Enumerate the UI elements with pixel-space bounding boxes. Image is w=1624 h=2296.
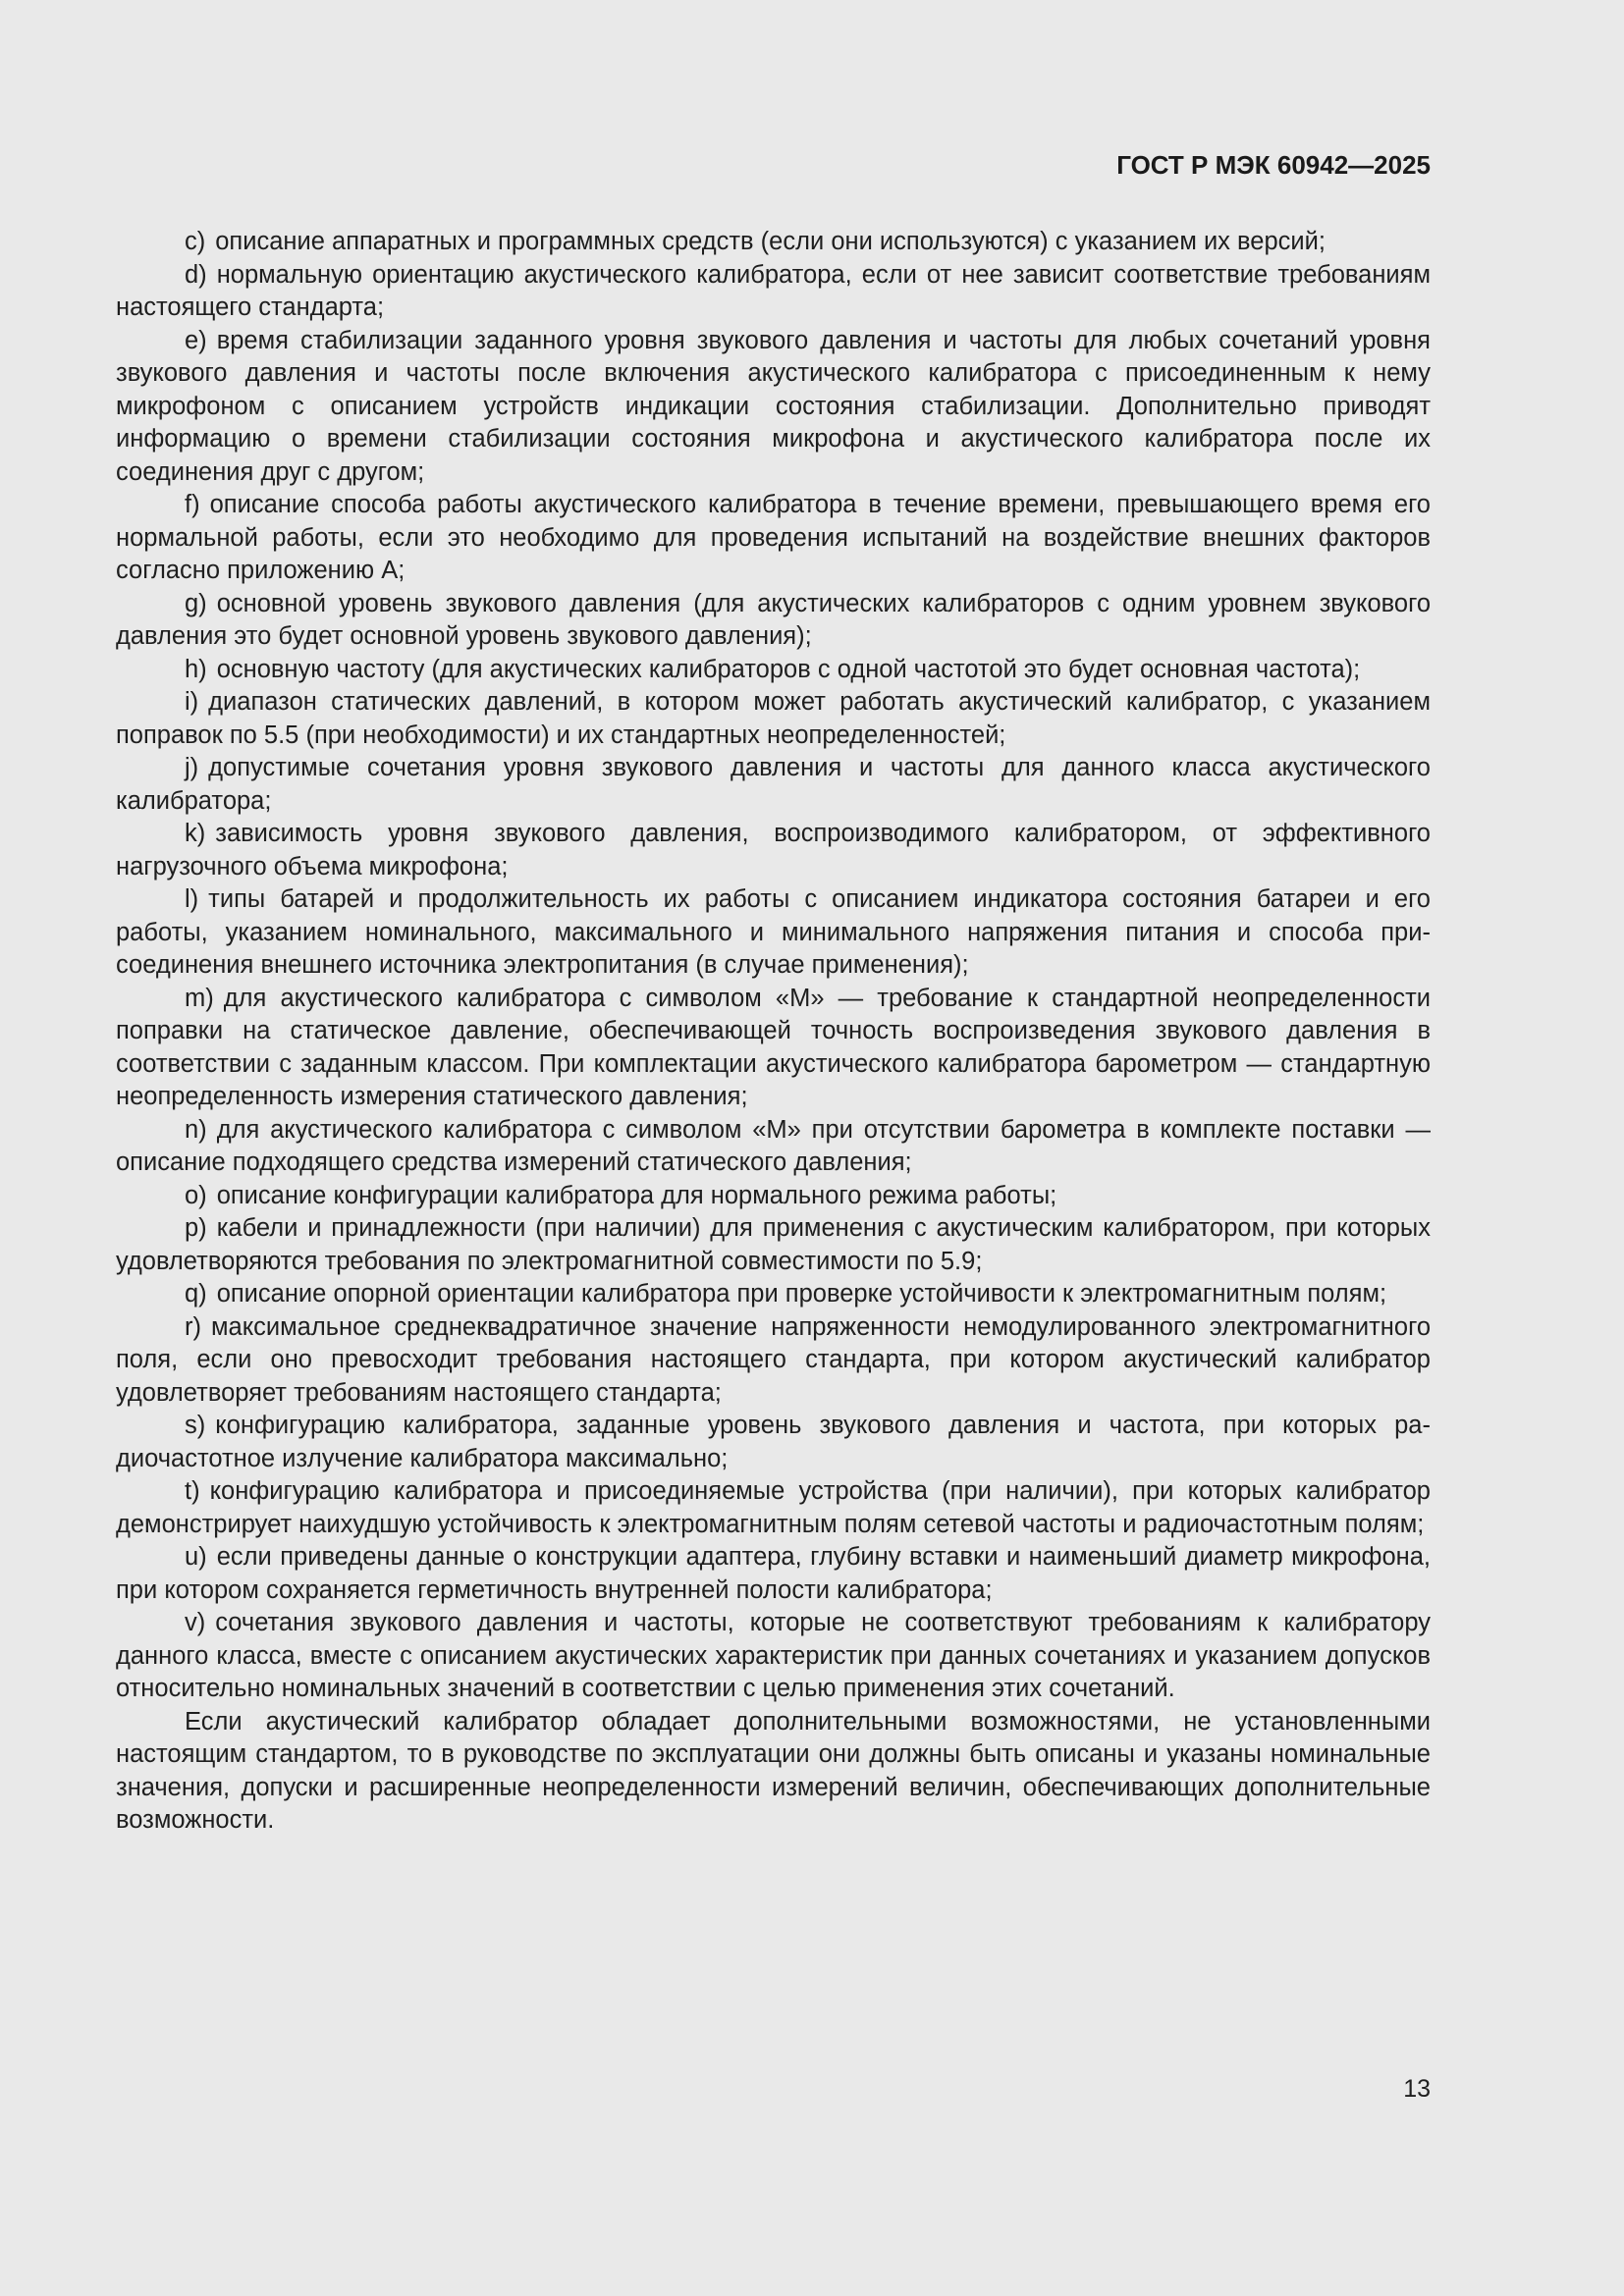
list-item-letter: l) [185,885,199,913]
list-item-letter: t) [185,1477,200,1505]
list-item-i [116,686,1431,752]
list-item-o [116,1180,1431,1213]
list-item-text: описание опорной ориентации калибратора при проверке устойчивости к электромагнитным полям; [216,1280,1387,1308]
list-item-letter: e) [185,326,207,354]
list-item-d [116,259,1431,325]
list-item-text: конфигурацию калибратора, заданные уровень звукового давления и частота, при которых радиочастотное излучение калибратора максимально; [116,1412,1431,1472]
list-item-c [116,226,1431,259]
list-item-letter: v) [185,1609,206,1636]
closing-paragraph: Если акустический калибратор обладает дополнительными возможностями, не установленными настоящим стандартом, то в руководстве по эксплуатации они должны быть описаны и указаны номинальные значения, допуски и расширенные неопределенности измерений величин, обеспечивающих дополнительные возможности. [116,1707,1431,1834]
list-item-letter: u) [185,1543,207,1571]
list-item-text: максимальное среднеквадратичное значение напряженности немодулированного электромагнитного поля, если оно превосходит требования настоящего стандарта, при котором акустический калибратор удовлетворяет требованиям настоящего стандарта; [116,1312,1431,1407]
list-item-h [116,654,1431,687]
list-item-letter: r) [185,1312,201,1341]
list-item-text: допустимые сочетания уровня звукового давления и частоты для данного класса акустического калибратора; [116,754,1431,815]
list-item-letter: h) [185,655,207,683]
list-item-text: описание аппаратных и программных средств (если они используются) с указанием их версий; [215,228,1326,255]
list-item-letter: j) [185,754,199,781]
list-item-letter: d) [185,260,207,289]
list-item-q [116,1278,1431,1311]
list-item-text: конфигурацию калибратора и присоединяемые устройства (при наличии), при которых калибратор демонстрирует наихудшую устойчивость к электромагнитным полям сетевой частоты и радиочастотным полям; [116,1477,1431,1538]
list-item-letter: c) [185,228,206,255]
list-item-letter: q) [185,1280,207,1308]
list-item-letter: p) [185,1214,207,1242]
list-item-text: для акустического калибратора с символом «М» — требование к стандартной неопределенности поправки на статическое давление, обеспечивающей точность воспроизведения звукового давления в соответствии с заданным классом. При комплектации акустического калибратора барометром — стандартную неопределенность измерения статического давления; [116,984,1431,1110]
list-item-text: нормальную ориентацию акустического калибратора, если от нее зависит соответствие требованиям настоящего стандарта; [116,260,1431,321]
list-item-text: диапазон статических давлений, в котором может работать акустический калибратор, с указанием поправок по 5.5 (при необходимости) и их стандартных неопределенностей; [116,688,1431,749]
list-item-text: для акустического калибратора с символом «М» при отсутствии барометра в комплекте поставки — описание подходящего средства измерений статического давления; [116,1115,1431,1176]
page-number: 13 [1403,2075,1431,2103]
list-item-letter: m) [185,984,214,1012]
list-item-letter: g) [185,589,207,617]
document-header: ГОСТ Р МЭК 60942—2025 [1116,150,1431,180]
list-item-text: описание способа работы акустического калибратора в течение времени, превышающего время его нормальной работы, если это необходимо для проведения испытаний на воздействие внешних факторов согласно приложению А; [116,491,1431,584]
list-item-letter: s) [185,1412,206,1439]
list-item-s [116,1410,1431,1475]
list-item-f [116,489,1431,588]
list-item-j [116,752,1431,818]
list-item-n [116,1114,1431,1180]
list-item-g [116,588,1431,654]
document-body [116,226,1431,1838]
list-item-text: кабели и принадлежности (при наличии) для применения с акустическим калибратором, при которых удовлетворяются требования по электромагнитной совместимости по 5.9; [116,1214,1431,1275]
list-item-text: если приведены данные о конструкции адаптера, глубину вставки и наименьший диаметр микрофона, при котором сохраняется герметичность внутренней полости калибратора; [116,1543,1431,1604]
list-item-letter: n) [185,1115,207,1144]
list-item-r [116,1311,1431,1411]
list-item-text: описание конфигурации калибратора для нормального режима работы; [216,1181,1057,1209]
list-item-m [116,983,1431,1114]
list-item-t [116,1475,1431,1541]
list-item-text: время стабилизации заданного уровня звукового давления и частоты для любых сочетаний уровня звукового давления и частоты после включения акустического калибратора с присоединенным к нему микрофоном с описанием устройств индикации состояния стабилизации. Дополнительно приводят информацию о времени стабилизации состояния микрофона и акустического калибратора после их соединения друг с другом; [116,326,1431,486]
list-item-k [116,818,1431,883]
list-item-p [116,1212,1431,1278]
list-item-text: основную частоту (для акустических калибраторов с одной частотой это будет основная частота); [216,655,1361,683]
list-item-letter: i) [185,688,199,716]
list-item-u [116,1541,1431,1607]
list-item-e [116,325,1431,490]
list-item-letter: k) [185,820,206,847]
list-item-l [116,883,1431,983]
list-item-letter: o) [185,1181,207,1209]
list-item-v [116,1607,1431,1706]
list-item-text: основной уровень звукового давления (для акустических калибраторов с одним уровнем звукового давления это будет основной уровень звукового давления); [116,589,1431,650]
list-item-text: зависимость уровня звукового давления, воспроизводимого калибратором, от эффективного нагрузочного объема микрофона; [116,820,1431,881]
list-item-text: сочетания звукового давления и частоты, которые не соответствуют требованиям к калибратору данного класса, вместе с описанием акустических характеристик при данных сочетаниях и указанием допусков относительно номинальных значений в соответствии с целью применения этих сочетаний. [116,1609,1431,1702]
list-item-text: типы батарей и продолжительность их работы с описанием индикатора состояния батареи и его работы, указанием номинального, максимального и минимального напряжения питания и способа присоединения внешнего источника электропитания (в случае применения); [116,885,1431,979]
list-item-letter: f) [185,491,200,518]
